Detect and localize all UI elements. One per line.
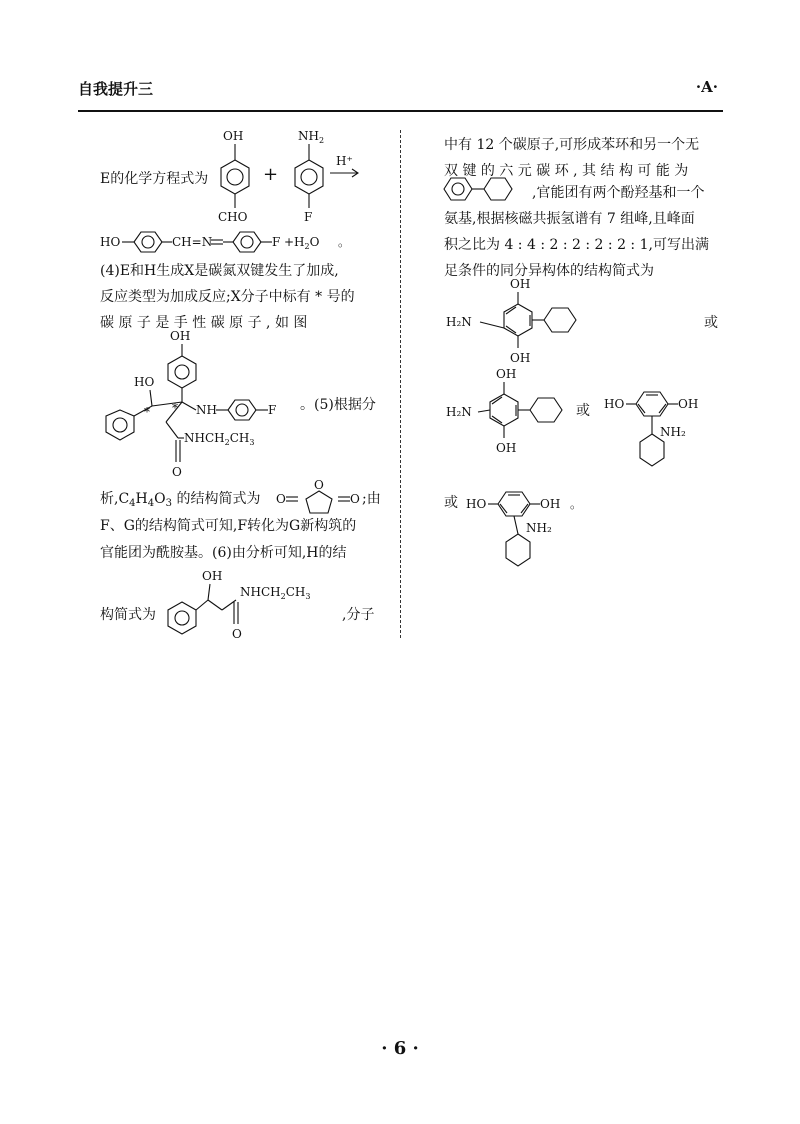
anh-o-right: O xyxy=(350,492,360,506)
isomer-1 xyxy=(444,276,604,372)
r-line3-suffix: ,官能团有两个酚羟基和一个 xyxy=(532,185,705,201)
p5-sub2: 4 xyxy=(147,498,155,509)
x-o: O xyxy=(172,465,182,479)
x-ho: HO xyxy=(134,375,155,389)
arrow-label: H⁺ xyxy=(336,154,353,168)
reactant-fluoroaniline xyxy=(284,128,334,228)
succinic-anhydride xyxy=(276,476,362,516)
molecule-x xyxy=(100,326,310,482)
or-1: 或 xyxy=(704,315,718,331)
iso1-oh-bottom: OH xyxy=(510,351,531,365)
product-imine xyxy=(100,224,400,260)
isomer-2 xyxy=(444,366,584,462)
r-line1: 中有 12 个碳原子,可形成苯环和另一个无 xyxy=(444,137,700,153)
x-nh: NH xyxy=(196,403,217,417)
x-f: F xyxy=(268,403,277,417)
molecule-h xyxy=(164,566,340,640)
h-prefix: 构简式为 xyxy=(100,607,156,623)
r2-f-label: F xyxy=(304,210,313,224)
p4-line3: 碳 原 子 是 手 性 碳 原 子 , 如 图 xyxy=(100,315,308,331)
prod-water-sub: 2 xyxy=(304,242,310,251)
eq-prefix: E的化学方程式为 xyxy=(100,171,209,187)
reactant-hydroxybenzaldehyde xyxy=(210,128,260,228)
iso2-h2n: H₂N xyxy=(446,405,472,419)
page-number: · 6 · xyxy=(381,1038,419,1059)
x-nhet-end: CH xyxy=(229,431,250,445)
column-divider xyxy=(400,130,401,638)
plus-sign: + xyxy=(263,164,279,185)
p5-c: O xyxy=(154,491,166,507)
h-suffix: ,分子 xyxy=(342,607,375,623)
iso4-nh2: NH₂ xyxy=(526,521,552,535)
cyclohexylbenzene xyxy=(440,174,530,204)
iso3-ho: HO xyxy=(604,397,625,411)
anh-o-left: O xyxy=(276,492,286,506)
reaction-arrow xyxy=(328,156,362,180)
x-star1: * xyxy=(144,405,150,419)
r1-cho-label: CHO xyxy=(218,210,248,224)
p5-line2-end: ;由 xyxy=(362,491,381,507)
iso4-ho: HO xyxy=(466,497,487,511)
r2-nh-label: NH xyxy=(298,129,319,143)
h-nhet-sub: 2 xyxy=(280,592,286,601)
r-line2: 双 键 的 六 元 碳 环 , 其 结 构 可 能 为 xyxy=(444,163,689,179)
h-o: O xyxy=(232,627,242,641)
x-nhet-sub: 2 xyxy=(224,438,230,447)
svg-text:NHCH2CH3 xyxy=(184,431,254,447)
prod-water-o: O xyxy=(309,235,320,249)
r-line6: 足条件的同分异构体的结构简式为 xyxy=(444,263,654,279)
prod-f: F xyxy=(272,235,281,249)
p5-a: 析,C xyxy=(100,491,130,507)
iso3-nh2: NH₂ xyxy=(660,425,686,439)
h-nhet-sub2: 3 xyxy=(305,592,311,601)
prod-period: 。 xyxy=(338,235,351,249)
anh-o-ring: O xyxy=(314,478,324,492)
iso2-oh-bottom: OH xyxy=(496,441,517,455)
svg-text:+H2O xyxy=(284,235,320,251)
isomer-4 xyxy=(466,476,606,576)
iso3-oh: OH xyxy=(678,397,699,411)
r-line5: 积之比为 4 : 4 : 2 : 2 : 2 : 2 : 1,可写出满 xyxy=(444,237,709,253)
p5-tail: 。(5)根据分 xyxy=(300,397,376,413)
or-3: 或 xyxy=(444,495,458,511)
iso4-oh: OH xyxy=(540,497,561,511)
x-oh-top: OH xyxy=(170,329,191,343)
svg-text:NH2 xyxy=(298,129,324,145)
isomer-3 xyxy=(604,380,720,476)
header-mark: ·A· xyxy=(695,78,718,96)
x-star2: * xyxy=(172,401,178,415)
h-nhet-end: CH xyxy=(285,585,306,599)
p5-sub3: 3 xyxy=(165,498,172,509)
p5-sub1: 4 xyxy=(129,498,136,509)
p4-line1: (4)E和H生成X是碳氮双键发生了加成, xyxy=(100,263,339,279)
p6-line1: 官能团为酰胺基。(6)由分析可知,H的结 xyxy=(100,545,347,561)
header-title: 自我提升三 xyxy=(78,80,154,98)
header-rule xyxy=(78,110,723,112)
x-nhet-sub2: 3 xyxy=(249,438,255,447)
p5-d: 的结构简式为 xyxy=(172,491,261,507)
iso2-oh-top: OH xyxy=(496,367,517,381)
or-2: 或 xyxy=(576,403,590,419)
h-oh: OH xyxy=(202,569,223,583)
svg-text:NHCH2CH3 xyxy=(240,585,310,601)
p5-line3: F、G的结构简式可知,F转化为G新构筑的 xyxy=(100,518,357,534)
prod-ho: HO xyxy=(100,235,121,249)
r1-oh-label: OH xyxy=(223,129,244,143)
iso1-oh-top: OH xyxy=(510,277,531,291)
r-line4: 氨基,根据核磁共振氢谱有 7 组峰,且峰面 xyxy=(444,211,695,227)
prod-plus-h: +H xyxy=(284,235,305,249)
p5-b: H xyxy=(135,491,148,507)
iso1-h2n: H₂N xyxy=(446,315,472,329)
r2-nh-sub: 2 xyxy=(318,136,325,145)
h-nhet: NHCH xyxy=(240,585,281,599)
prod-link: CH=N xyxy=(172,235,213,249)
x-nhet: NHCH xyxy=(184,431,225,445)
p4-line2: 反应类型为加成反应;X分子中标有 * 号的 xyxy=(100,289,355,305)
iso4-period: 。 xyxy=(570,497,583,511)
